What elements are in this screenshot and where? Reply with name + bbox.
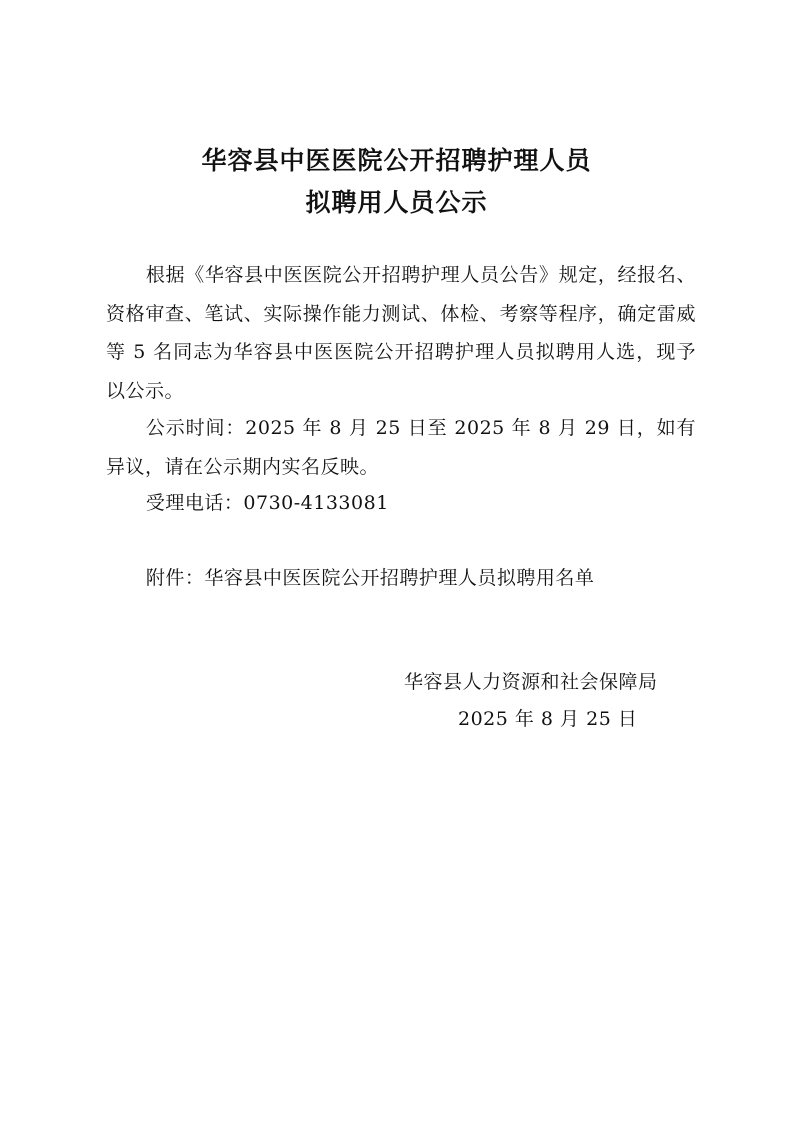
publicity-period-paragraph: 公示时间：2025 年 8 月 25 日至 2025 年 8 月 29 日，如有异议，请在公示期内实名反映。: [106, 417, 696, 478]
announcement-paragraph: 根据《华容县中医医院公开招聘护理人员公告》规定，经报名、资格审查、笔试、实际操作能力测试、体检、考察等程序，确定雷威等 5 名同志为华容县中医医院公开招聘护理人员拟聘用人选，现予以公示。: [106, 264, 696, 402]
issue-date: 2025 年 8 月 25 日: [458, 708, 638, 730]
contact-phone-line: 受理电话：0730-4133081: [145, 492, 389, 514]
document-title-line-2: 拟聘用人员公示: [305, 188, 488, 217]
attachment-line: 附件：华容县中医医院公开招聘护理人员拟聘用名单: [145, 567, 595, 589]
issuing-organization: 华容县人力资源和社会保障局: [404, 671, 658, 693]
document-title-line-1: 华容县中医医院公开招聘护理人员: [201, 146, 592, 175]
